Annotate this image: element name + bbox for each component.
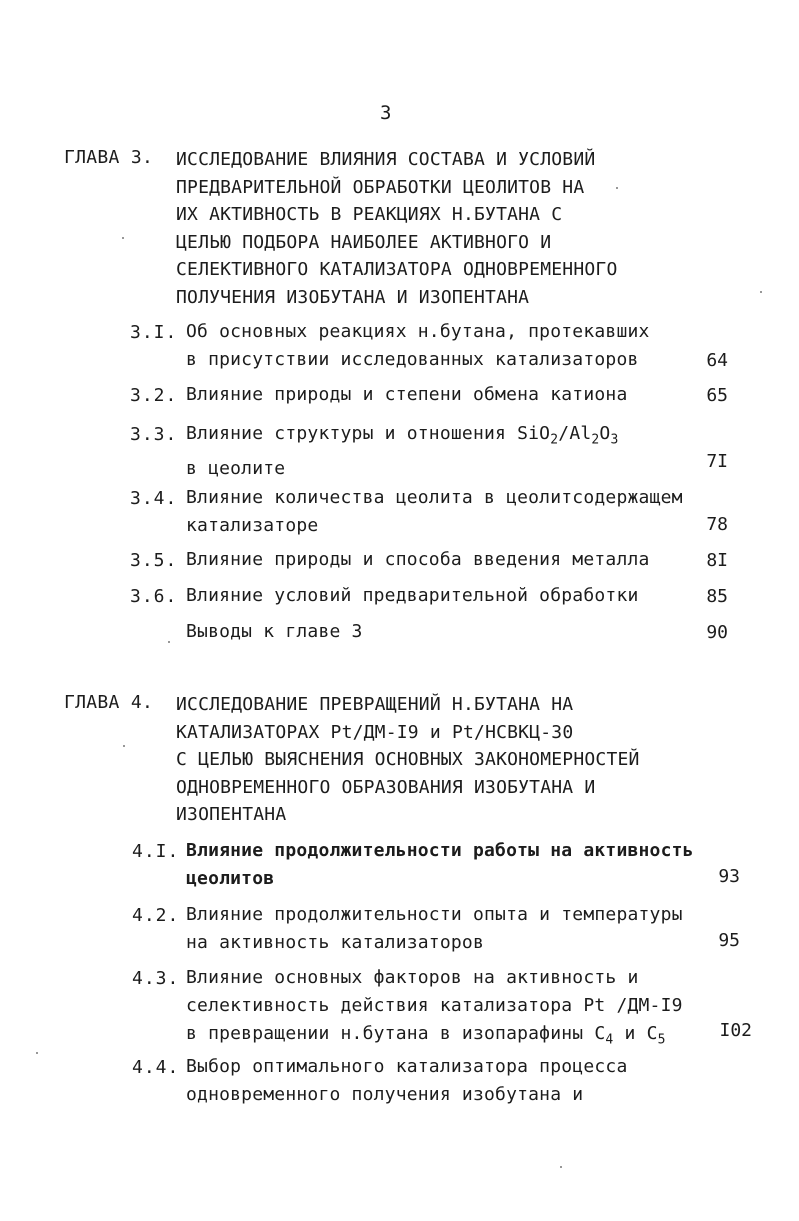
scan-speck [168,641,170,643]
scan-speck [36,1052,38,1054]
chapter-4-title-line: ИЗОПЕНТАНА [176,804,287,825]
section-number: 3.6. [130,586,178,607]
section-title: Влияние количества цеолита в цеолитсодержащем катализаторе [186,487,683,536]
section-title: Выбор оптимального катализатора процесса одновременного получения изобутана и [186,1056,628,1105]
section-number: 3.I. [130,322,178,343]
scan-speck [123,745,125,747]
section-title: Влияние природы и степени обмена катиона [186,384,628,405]
section-number: 3.3. [130,424,178,445]
section-number: 4.I. [132,841,180,862]
chapter-3-title [176,146,617,311]
chapter-3-title-line: ИССЛЕДОВАНИЕ ВЛИЯНИЯ СОСТАВА И УСЛОВИЙ [176,149,596,170]
chapter-4-title-line: ОДНОВРЕМЕННОГО ОБРАЗОВАНИЯ ИЗОБУТАНА И [176,776,596,798]
chapter-4-title [176,691,640,829]
conclusions-title: Выводы к главе 3 [186,621,363,642]
section-page: 8I [706,550,728,571]
chapter-4-label: ГЛАВА 4. [64,692,154,713]
chapter-3-title-line: ЦЕЛЬЮ ПОДБОРА НАИБОЛЕЕ АКТИВНОГО И [176,231,552,253]
section-page: 65 [706,385,728,406]
chapter-4-title-line: С ЦЕЛЬЮ ВЫЯСНЕНИЯ ОСНОВНЫХ ЗАКОНОМЕРНОСТЕЙ [176,749,640,770]
section-page: 7I [706,451,728,472]
section-title: Влияние основных факторов на активность и селективность действия катализатора Pt /ДМ-I9 в превращении н.бутана в изопарафины $C_4$ и $C_5$ [186,967,683,1048]
section-page: I02 [719,1020,752,1041]
section-number: 4.2. [132,905,180,926]
section-number: 4.3. [132,968,180,989]
section-title: Влияние продолжительности опыта и температуры на активность катализаторов [186,904,683,953]
section-number: 3.2. [130,385,178,406]
chapter-4-title-line: ИССЛЕДОВАНИЕ ПРЕВРАЩЕНИЙ Н.БУТАНА НА [176,694,574,715]
section-number: 3.5. [130,550,178,571]
section-page: 85 [706,586,728,607]
section-page: 93 [718,866,740,887]
chapter-3-title-line: ПРЕДВАРИТЕЛЬНОЙ ОБРАБОТКИ ЦЕОЛИТОВ НА [176,176,585,198]
section-page: 90 [706,622,728,643]
chapter-3-label: ГЛАВА 3. [64,147,154,168]
page-number: 3 [380,102,392,124]
section-title: Влияние продолжительности работы на активность цеолитов [186,840,694,889]
chapter-4-title-line: КАТАЛИЗАТОРАХ Pt/ДМ-I9 и Pt/НСВКЦ-30 [176,721,574,743]
section-page: 78 [706,514,728,535]
chapter-3-title-line: ИХ АКТИВНОСТЬ В РЕАКЦИЯХ Н.БУТАНА С [176,204,563,225]
section-number: 3.4. [130,488,178,509]
section-page: 95 [718,930,740,951]
scan-speck [122,237,124,239]
section-page: 64 [706,350,728,371]
scan-speck [760,291,762,293]
chapter-3-title-line: СЕЛЕКТИВНОГО КАТАЛИЗАТОРА ОДНОВРЕМЕННОГО [176,259,618,280]
scan-speck [616,187,618,189]
section-title: Влияние структуры и отношения $SiO_2/Al_2O_3$ в цеолите [186,423,619,479]
formula-sio2-al2o3: $SiO_2/Al_2O_3$ [517,423,619,448]
chapter-3-title-line: ПОЛУЧЕНИЯ ИЗОБУТАНА И ИЗОПЕНТАНА [176,286,530,308]
section-title: Влияние условий предварительной обработки [186,585,639,606]
scan-speck [560,1166,562,1168]
section-title: Об основных реакциях н.бутана, протекавших в присутствии исследованных катализаторов [186,321,650,370]
section-title: Влияние природы и способа введения металла [186,549,650,570]
section-number: 4.4. [132,1057,180,1078]
